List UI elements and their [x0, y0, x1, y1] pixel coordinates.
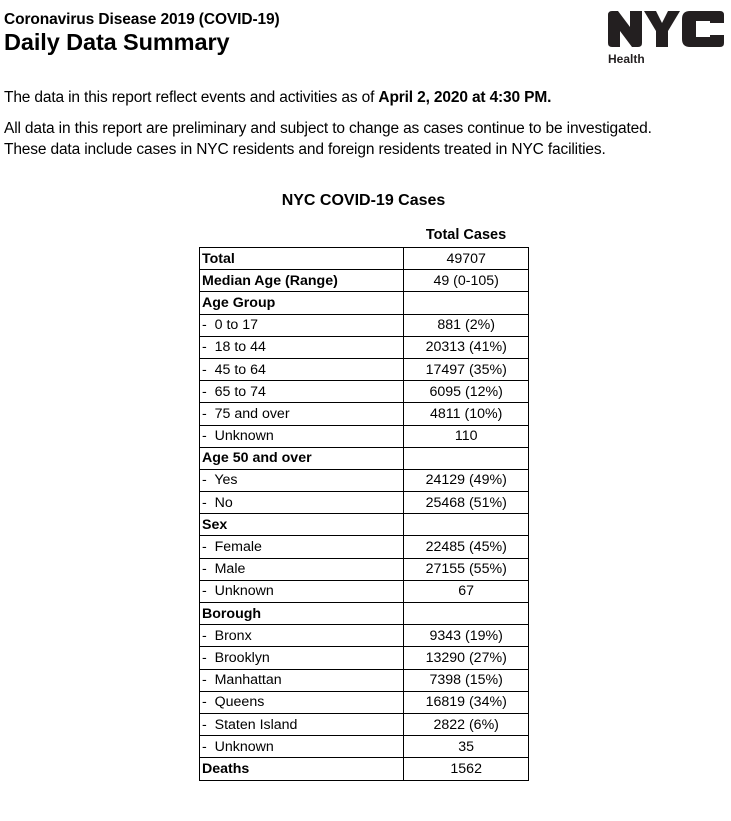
table-row — [200, 536, 529, 558]
row-value: 20313 (41%) — [404, 336, 529, 358]
nyc-health-logo — [606, 9, 726, 66]
table-row — [200, 647, 529, 669]
row-value: 24129 (49%) — [404, 469, 529, 491]
table-row — [200, 270, 529, 292]
row-label: Deaths — [200, 758, 404, 780]
report-date-line — [4, 87, 551, 108]
table-row — [200, 691, 529, 713]
table-row — [200, 492, 529, 514]
table-row — [200, 736, 529, 758]
row-label: - No — [200, 492, 404, 514]
row-label: - Unknown — [200, 425, 404, 447]
row-value: 1562 — [404, 758, 529, 780]
row-value: 35 — [404, 736, 529, 758]
row-value: 4811 (10%) — [404, 403, 529, 425]
table-row — [200, 514, 529, 536]
table-row — [200, 292, 529, 314]
table-row — [200, 447, 529, 469]
row-label: - Female — [200, 536, 404, 558]
row-value — [404, 292, 529, 314]
disclaimer-line-2: These data include cases in NYC residents and foreign residents treated in NYC facilities. — [4, 141, 606, 158]
row-label: Total — [200, 248, 404, 270]
table-row — [200, 603, 529, 625]
row-value — [404, 447, 529, 469]
row-label: - Bronx — [200, 625, 404, 647]
row-label: - Staten Island — [200, 713, 404, 735]
table-row — [200, 425, 529, 447]
row-value: 110 — [404, 425, 529, 447]
table-title: NYC COVID-19 Cases — [281, 192, 446, 209]
row-label: - Male — [200, 558, 404, 580]
row-label: Age 50 and over — [200, 447, 404, 469]
row-label: - Unknown — [200, 580, 404, 602]
report-subtitle: Coronavirus Disease 2019 (COVID-19) — [4, 11, 280, 28]
row-label: - 0 to 17 — [200, 314, 404, 336]
row-value — [404, 514, 529, 536]
row-value: 49707 — [404, 248, 529, 270]
table-row — [200, 381, 529, 403]
row-value: 16819 (34%) — [404, 691, 529, 713]
cases-table — [199, 247, 529, 781]
row-value: 6095 (12%) — [404, 381, 529, 403]
table-row — [200, 625, 529, 647]
table-row — [200, 580, 529, 602]
row-label: - Brooklyn — [200, 647, 404, 669]
report-title: Daily Data Summary — [4, 29, 230, 55]
row-label: - Manhattan — [200, 669, 404, 691]
row-value: 9343 (19%) — [404, 625, 529, 647]
row-value: 49 (0-105) — [404, 270, 529, 292]
table-row — [200, 403, 529, 425]
row-label: Sex — [200, 514, 404, 536]
row-label: Borough — [200, 603, 404, 625]
row-value: 22485 (45%) — [404, 536, 529, 558]
row-value: 17497 (35%) — [404, 358, 529, 380]
row-label: Median Age (Range) — [200, 270, 404, 292]
disclaimer-line-1: All data in this report are preliminary and subject to change as cases continue to be investigated. — [4, 120, 652, 137]
row-value: 25468 (51%) — [404, 492, 529, 514]
row-label: - 45 to 64 — [200, 358, 404, 380]
row-value: 2822 (6%) — [404, 713, 529, 735]
row-value: 67 — [404, 580, 529, 602]
row-label: - Unknown — [200, 736, 404, 758]
row-label: - 65 to 74 — [200, 381, 404, 403]
table-row — [200, 558, 529, 580]
row-value: 13290 (27%) — [404, 647, 529, 669]
table-row — [200, 358, 529, 380]
table-row — [200, 758, 529, 780]
table-row — [200, 469, 529, 491]
row-label: - 18 to 44 — [200, 336, 404, 358]
column-header-total-cases: Total Cases — [425, 227, 507, 243]
logo-health-text: Health — [608, 52, 645, 66]
row-value: 881 (2%) — [404, 314, 529, 336]
row-value — [404, 603, 529, 625]
row-label: - 75 and over — [200, 403, 404, 425]
row-value: 27155 (55%) — [404, 558, 529, 580]
row-label: - Yes — [200, 469, 404, 491]
table-row — [200, 669, 529, 691]
report-date: April 2, 2020 at 4:30 PM. — [378, 89, 552, 106]
table-row — [200, 314, 529, 336]
table-row — [200, 248, 529, 270]
table-row — [200, 336, 529, 358]
nyc-logo-icon — [606, 9, 726, 49]
disclaimer-paragraph — [4, 118, 652, 160]
row-label: Age Group — [200, 292, 404, 314]
table-row — [200, 713, 529, 735]
date-prefix-text: The data in this report reflect events and activities as of — [4, 89, 379, 106]
row-label: - Queens — [200, 691, 404, 713]
row-value: 7398 (15%) — [404, 669, 529, 691]
